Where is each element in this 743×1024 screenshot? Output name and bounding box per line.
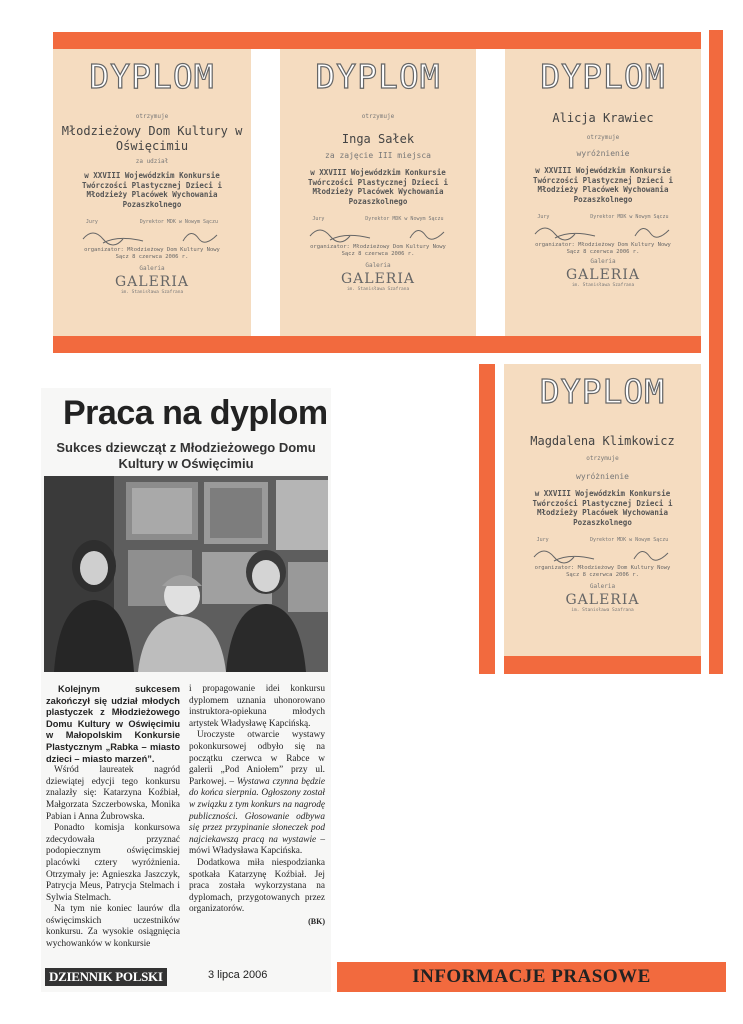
handwritten-signature	[525, 220, 681, 242]
article-text: Uroczyste otwarcie wystawy pokonkursowej odbyło się na początku czerwca w Rabce w galerii „Pod Aniołem” przy ul. Parkowej. –	[189, 730, 325, 787]
article-footer	[43, 966, 329, 988]
diploma-title: DYPLOM	[539, 372, 666, 411]
mid-orange-bar	[53, 336, 701, 353]
gallery-logo: GALERIA	[115, 274, 189, 290]
photo-girls-with-artwork	[44, 476, 328, 672]
diploma-body: w XXVIII Wojewódzkim Konkursie Twórczości Plastycznej Dzieci i Młodzieży Placówek Wychowania Pozaszkolnego	[308, 168, 448, 206]
diploma-title: DYPLOM	[315, 57, 441, 96]
diploma-2	[280, 49, 476, 336]
diploma-body: w XXVIII Wojewódzkim Konkursie Twórczości Plastycznej Dzieci i Młodzieży Placówek Wychowania Pozaszkolnego	[82, 171, 222, 209]
diploma-body: w XXVIII Wojewódzkim Konkursie Twórczości Plastycznej Dzieci i Młodzieży Placówek Wychowania Pozaszkolnego	[532, 489, 673, 527]
diploma-line: za zajęcie III miejsca	[325, 151, 431, 160]
gallery-sub: im. Stanisława Szafrana	[571, 608, 634, 613]
signature-director-label: Dyrektor MDK w Nowym Sączu	[139, 219, 219, 225]
diploma-3	[505, 49, 701, 336]
diploma-recipient: Magdalena Klimkowicz	[530, 434, 675, 448]
diploma-recipient: Alicja Krawiec	[552, 111, 654, 125]
article-text: – mówi Władysława Kapcińska.	[189, 834, 325, 857]
newspaper-masthead: DZIENNIK POLSKI	[45, 968, 167, 986]
newspaper-clipping	[41, 388, 331, 992]
diploma-line: wyróżnienie	[576, 149, 630, 158]
gallery-small-label: Galeria	[589, 583, 616, 590]
article-photo	[44, 476, 328, 672]
signature-jury-label: Jury	[85, 219, 98, 225]
gallery-small-label: Galeria	[590, 258, 616, 265]
gallery-sub: im. Stanisława Szafrana	[120, 290, 184, 295]
article-column-1	[46, 684, 180, 951]
right-orange-bar	[709, 30, 723, 674]
gallery-sub: im. Stanisława Szafrana	[346, 287, 410, 292]
diploma-line: otrzymuje	[361, 113, 395, 120]
diploma-line: otrzymuje	[586, 455, 619, 462]
article-subheadline: Sukces dziewcząt z Młodzieżowego Domu Kultury w Oświęcimiu	[56, 440, 316, 471]
diploma-organizer: organizator: Młodzieżowy Dom Kultury Nowy Sącz 8 czerwca 2006 r.	[535, 242, 671, 255]
diploma-1	[53, 49, 251, 336]
handwritten-signature	[300, 222, 456, 244]
signature-director-label: Dyrektor MDK w Nowym Sączu	[590, 537, 669, 543]
diploma-line: otrzymuje	[135, 113, 169, 120]
article-paragraph	[189, 730, 325, 858]
article-column-2	[189, 684, 325, 927]
article-paragraph: Na tym nie koniec laurów dla oświęcimskich uczestników konkursu. Za wysokie osiągnięcia wychowanków w konkursie	[46, 904, 180, 950]
top-orange-bar	[53, 32, 701, 49]
gallery-small-label: Galeria	[139, 265, 165, 272]
handwritten-signature	[524, 543, 681, 565]
signature-director-label: Dyrektor MDK w Nowym Sączu	[590, 214, 669, 220]
gallery-small-label: Galeria	[365, 262, 391, 269]
gallery-logo: GALERIA	[565, 592, 640, 608]
left-orange-bar-lower	[479, 364, 495, 674]
article-signature: (BK)	[308, 916, 325, 926]
gallery-logo: GALERIA	[566, 267, 640, 283]
diploma-organizer: organizator: Młodzieżowy Dom Kultury Nowy Sącz 8 czerwca 2006 r.	[534, 565, 671, 578]
article-headline: Praca na dyplom	[63, 394, 328, 432]
signature-jury-label: Jury	[312, 216, 325, 222]
signature-jury-label: Jury	[537, 214, 550, 220]
gallery-logo: GALERIA	[341, 271, 415, 287]
diploma-4	[504, 364, 701, 656]
diploma-recipient: Inga Sałek	[341, 132, 415, 146]
diploma-line: wyróżnienie	[576, 472, 629, 481]
gallery-sub: im. Stanisława Szafrana	[571, 283, 635, 288]
article-date: 3 lipca 2006	[208, 969, 268, 981]
signature-director-label: Dyrektor MDK w Nowym Sączu	[365, 216, 444, 222]
bottom-orange-bar-lower	[504, 656, 701, 674]
diploma-title: DYPLOM	[540, 57, 666, 96]
diploma-line: otrzymuje	[586, 134, 620, 141]
article-paragraph: Wśród laureatek nagród dziewiątej edycji tego konkursu znalazły się: Katarzyna Koźbiał, Małgorzata Szczerbowska, Monika Pabian i Anna Żubrowska.	[46, 765, 180, 822]
signature-jury-label: Jury	[536, 537, 549, 543]
diploma-line: za udział	[135, 158, 169, 165]
diploma-recipient: Młodzieżowy Dom Kultury w Oświęcimiu	[61, 124, 243, 153]
article-quote: Wystawa czynna będzie do końca sierpnia. Ogłoszony został w związku z tym konkurs na nagrodę publiczności. Głosowanie odbywa się przez przypinanie słoneczek pod najciekawszą pracą na wystawie	[189, 776, 326, 845]
handwritten-signature	[73, 225, 231, 247]
diploma-body: w XXVIII Wojewódzkim Konkursie Twórczości Plastycznej Dzieci i Młodzieży Placówek Wychowania Pozaszkolnego	[533, 166, 673, 204]
diploma-organizer: organizator: Młodzieżowy Dom Kultury Nowy Sącz 8 czerwca 2006 r.	[84, 247, 220, 260]
article-paragraph: i propagowanie idei konkursu dyplomem uznania uhonorowano instruktora-opiekuna młodych artystek Władysławę Kapcińską.	[189, 684, 325, 729]
diploma-organizer: organizator: Młodzieżowy Dom Kultury Nowy Sącz 8 czerwca 2006 r.	[310, 244, 446, 257]
press-info-banner: INFORMACJE PRASOWE	[337, 962, 726, 992]
article-paragraph: Dodatkowa miła niespodzianka spotkała Katarzynę Koźbiał. Jej praca została wykorzystana na dyplomach, przygotowanych przez organizatorów.	[189, 857, 325, 915]
article-lead: Kolejnym sukcesem zakończył się udział młodych plastyczek z Młodzieżowego Domu Kultury w Oświęcimiu w Małopolskim Konkursie Plastycznym „Rabka – miasto dzieci – miasto marzeń”.	[46, 684, 180, 764]
diploma-title: DYPLOM	[89, 57, 215, 96]
article-paragraph: Ponadto komisja konkursowa zdecydowała przyznać podopiecznym oświęcimskiej placówki cztery wyróżnienia. Otrzymały je: Agnieszka Jaszczyk, Patrycja Meus, Patrycja Stelmach i Sylwia Stelmach.	[46, 823, 180, 903]
